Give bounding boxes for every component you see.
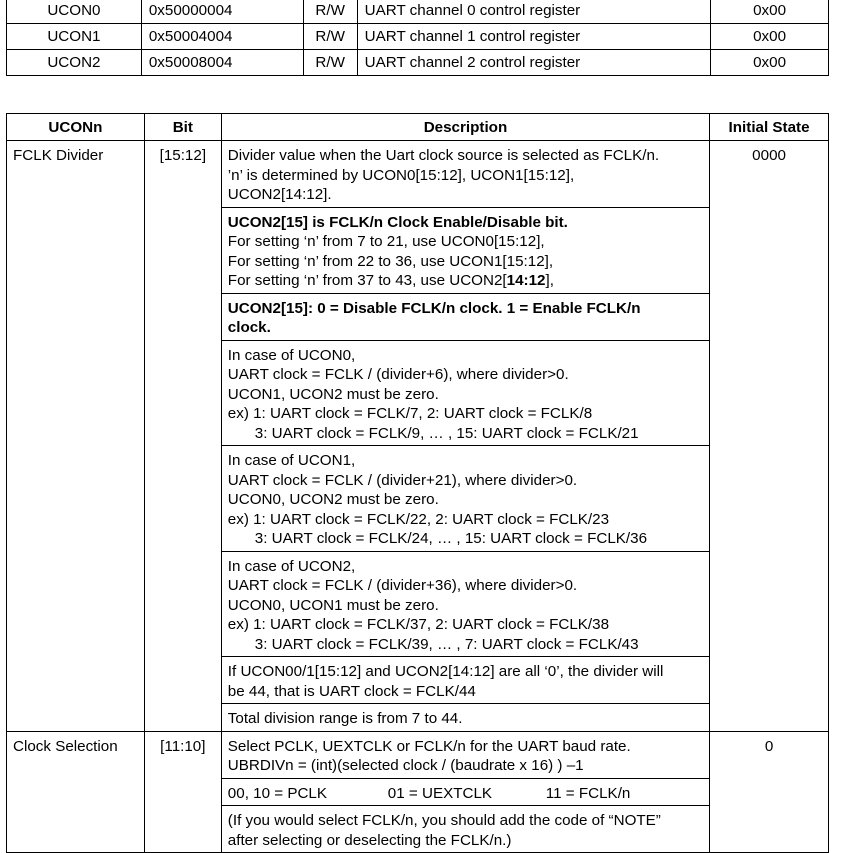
text-line: ’n’ is determined by UCON0[15:12], UCON1[15:12], bbox=[227, 166, 575, 184]
text-line: UCON2[14:12]. bbox=[227, 186, 332, 203]
register-row bbox=[7, 24, 829, 50]
register-reset: 0x00 bbox=[711, 50, 829, 76]
text-span-bold: 14:12 bbox=[506, 272, 546, 289]
register-description: UART channel 2 control register bbox=[357, 50, 710, 76]
text-line: Total division range is from 7 to 44. bbox=[227, 710, 463, 727]
text-line: (If you would select FCLK/n, you should add the code of “NOTE” bbox=[227, 812, 661, 829]
register-name: UCON1 bbox=[7, 24, 142, 50]
text-line: UCON0, UCON1 must be zero. bbox=[227, 596, 439, 614]
text-line: If UCON00/1[15:12] and UCON2[14:12] are all ‘0’, the divider will bbox=[227, 663, 664, 680]
register-address: 0x50004004 bbox=[141, 24, 303, 50]
text-line: Divider value when the Uart clock source is selected as FCLK/n. bbox=[227, 147, 660, 164]
text-line: 3: UART clock = FCLK/24, … , 15: UART clock = FCLK/36 bbox=[254, 530, 648, 547]
text-line: In case of UCON1, bbox=[227, 452, 356, 469]
text-line: be 44, that is UART clock = FCLK/44 bbox=[227, 682, 476, 700]
field-name: FCLK Divider bbox=[7, 141, 145, 732]
description-paragraph bbox=[222, 779, 709, 807]
text-line: UART clock = FCLK / (divider+36), where divider>0. bbox=[227, 577, 578, 594]
header-initial: Initial State bbox=[710, 114, 829, 141]
text-line: UART clock = FCLK / (divider+6), where divider>0. bbox=[227, 366, 569, 383]
register-address: 0x50000004 bbox=[141, 0, 303, 24]
register-rw: R/W bbox=[303, 50, 357, 76]
description-paragraph bbox=[222, 704, 709, 731]
text-line: after selecting or deselecting the FCLK/n.) bbox=[227, 831, 512, 849]
option-text: 11 = FCLK/n bbox=[545, 784, 631, 802]
register-address: 0x50008004 bbox=[141, 50, 303, 76]
register-table bbox=[6, 0, 829, 76]
text-line: UBRDIVn = (int)(selected clock / (baudrate x 16) ) –1 bbox=[227, 757, 584, 774]
field-row-clock-selection bbox=[7, 731, 829, 853]
text-line: ex) 1: UART clock = FCLK/37, 2: UART clock = FCLK/38 bbox=[227, 616, 610, 633]
description-paragraph bbox=[222, 341, 709, 447]
bit-field-table bbox=[6, 113, 829, 853]
register-rw: R/W bbox=[303, 0, 357, 24]
option-text: 00, 10 = PCLK bbox=[227, 784, 328, 802]
text-line: clock. bbox=[227, 319, 271, 336]
text-line: UCON0, UCON2 must be zero. bbox=[227, 491, 439, 508]
text-line: 3: UART clock = FCLK/9, … , 15: UART clock = FCLK/21 bbox=[254, 424, 639, 442]
field-bit: [11:10] bbox=[144, 731, 221, 853]
description-paragraph bbox=[222, 657, 709, 704]
description-paragraph bbox=[222, 732, 709, 779]
text-line: ex) 1: UART clock = FCLK/22, 2: UART clock = FCLK/23 bbox=[227, 510, 610, 528]
text-line: For setting ‘n’ from 22 to 36, use UCON1[15:12], bbox=[227, 252, 554, 270]
register-name: UCON2 bbox=[7, 50, 142, 76]
text-line: UCON1, UCON2 must be zero. bbox=[227, 385, 439, 403]
field-description bbox=[221, 731, 709, 853]
header-bit: Bit bbox=[144, 114, 221, 141]
description-paragraph bbox=[222, 446, 709, 552]
description-paragraph bbox=[222, 552, 709, 658]
text-line bbox=[228, 271, 703, 291]
description-paragraph bbox=[222, 141, 709, 208]
header-description: Description bbox=[221, 114, 709, 141]
description-paragraph bbox=[222, 806, 709, 852]
text-line: Select PCLK, UEXTCLK or FCLK/n for the UART baud rate. bbox=[227, 737, 631, 755]
register-reset: 0x00 bbox=[711, 0, 829, 24]
description-paragraph bbox=[222, 208, 709, 294]
text-line: UART clock = FCLK / (divider+21), where divider>0. bbox=[227, 471, 578, 489]
text-span: ], bbox=[545, 272, 554, 289]
text-span: For setting ‘n’ from 37 to 43, use UCON2[ bbox=[227, 272, 507, 289]
register-row bbox=[7, 50, 829, 76]
field-initial: 0 bbox=[710, 731, 829, 853]
register-name: UCON0 bbox=[7, 0, 142, 24]
register-description: UART channel 1 control register bbox=[357, 24, 710, 50]
text-line: UCON2[15]: 0 = Disable FCLK/n clock. 1 = Enable FCLK/n bbox=[227, 299, 641, 317]
text-line: ex) 1: UART clock = FCLK/7, 2: UART clock = FCLK/8 bbox=[227, 405, 593, 422]
field-row-fclk-divider bbox=[7, 141, 829, 732]
register-description: UART channel 0 control register bbox=[357, 0, 710, 24]
register-rw: R/W bbox=[303, 24, 357, 50]
field-bit: [15:12] bbox=[144, 141, 221, 732]
header-name: UCONn bbox=[7, 114, 145, 141]
field-description bbox=[221, 141, 709, 732]
register-reset: 0x00 bbox=[711, 24, 829, 50]
text-line: In case of UCON2, bbox=[227, 557, 356, 575]
text-line: For setting ‘n’ from 7 to 21, use UCON0[15:12], bbox=[227, 233, 545, 250]
field-name: Clock Selection bbox=[7, 731, 145, 853]
text-line: In case of UCON0, bbox=[227, 346, 356, 364]
register-row bbox=[7, 0, 829, 24]
field-initial: 0000 bbox=[710, 141, 829, 732]
text-line: 3: UART clock = FCLK/39, … , 7: UART clock = FCLK/43 bbox=[254, 635, 639, 653]
option-text: 01 = UEXTCLK bbox=[387, 784, 493, 802]
text-line: UCON2[15] is FCLK/n Clock Enable/Disable bit. bbox=[227, 213, 568, 231]
header-row bbox=[7, 114, 829, 141]
description-paragraph bbox=[222, 294, 709, 341]
